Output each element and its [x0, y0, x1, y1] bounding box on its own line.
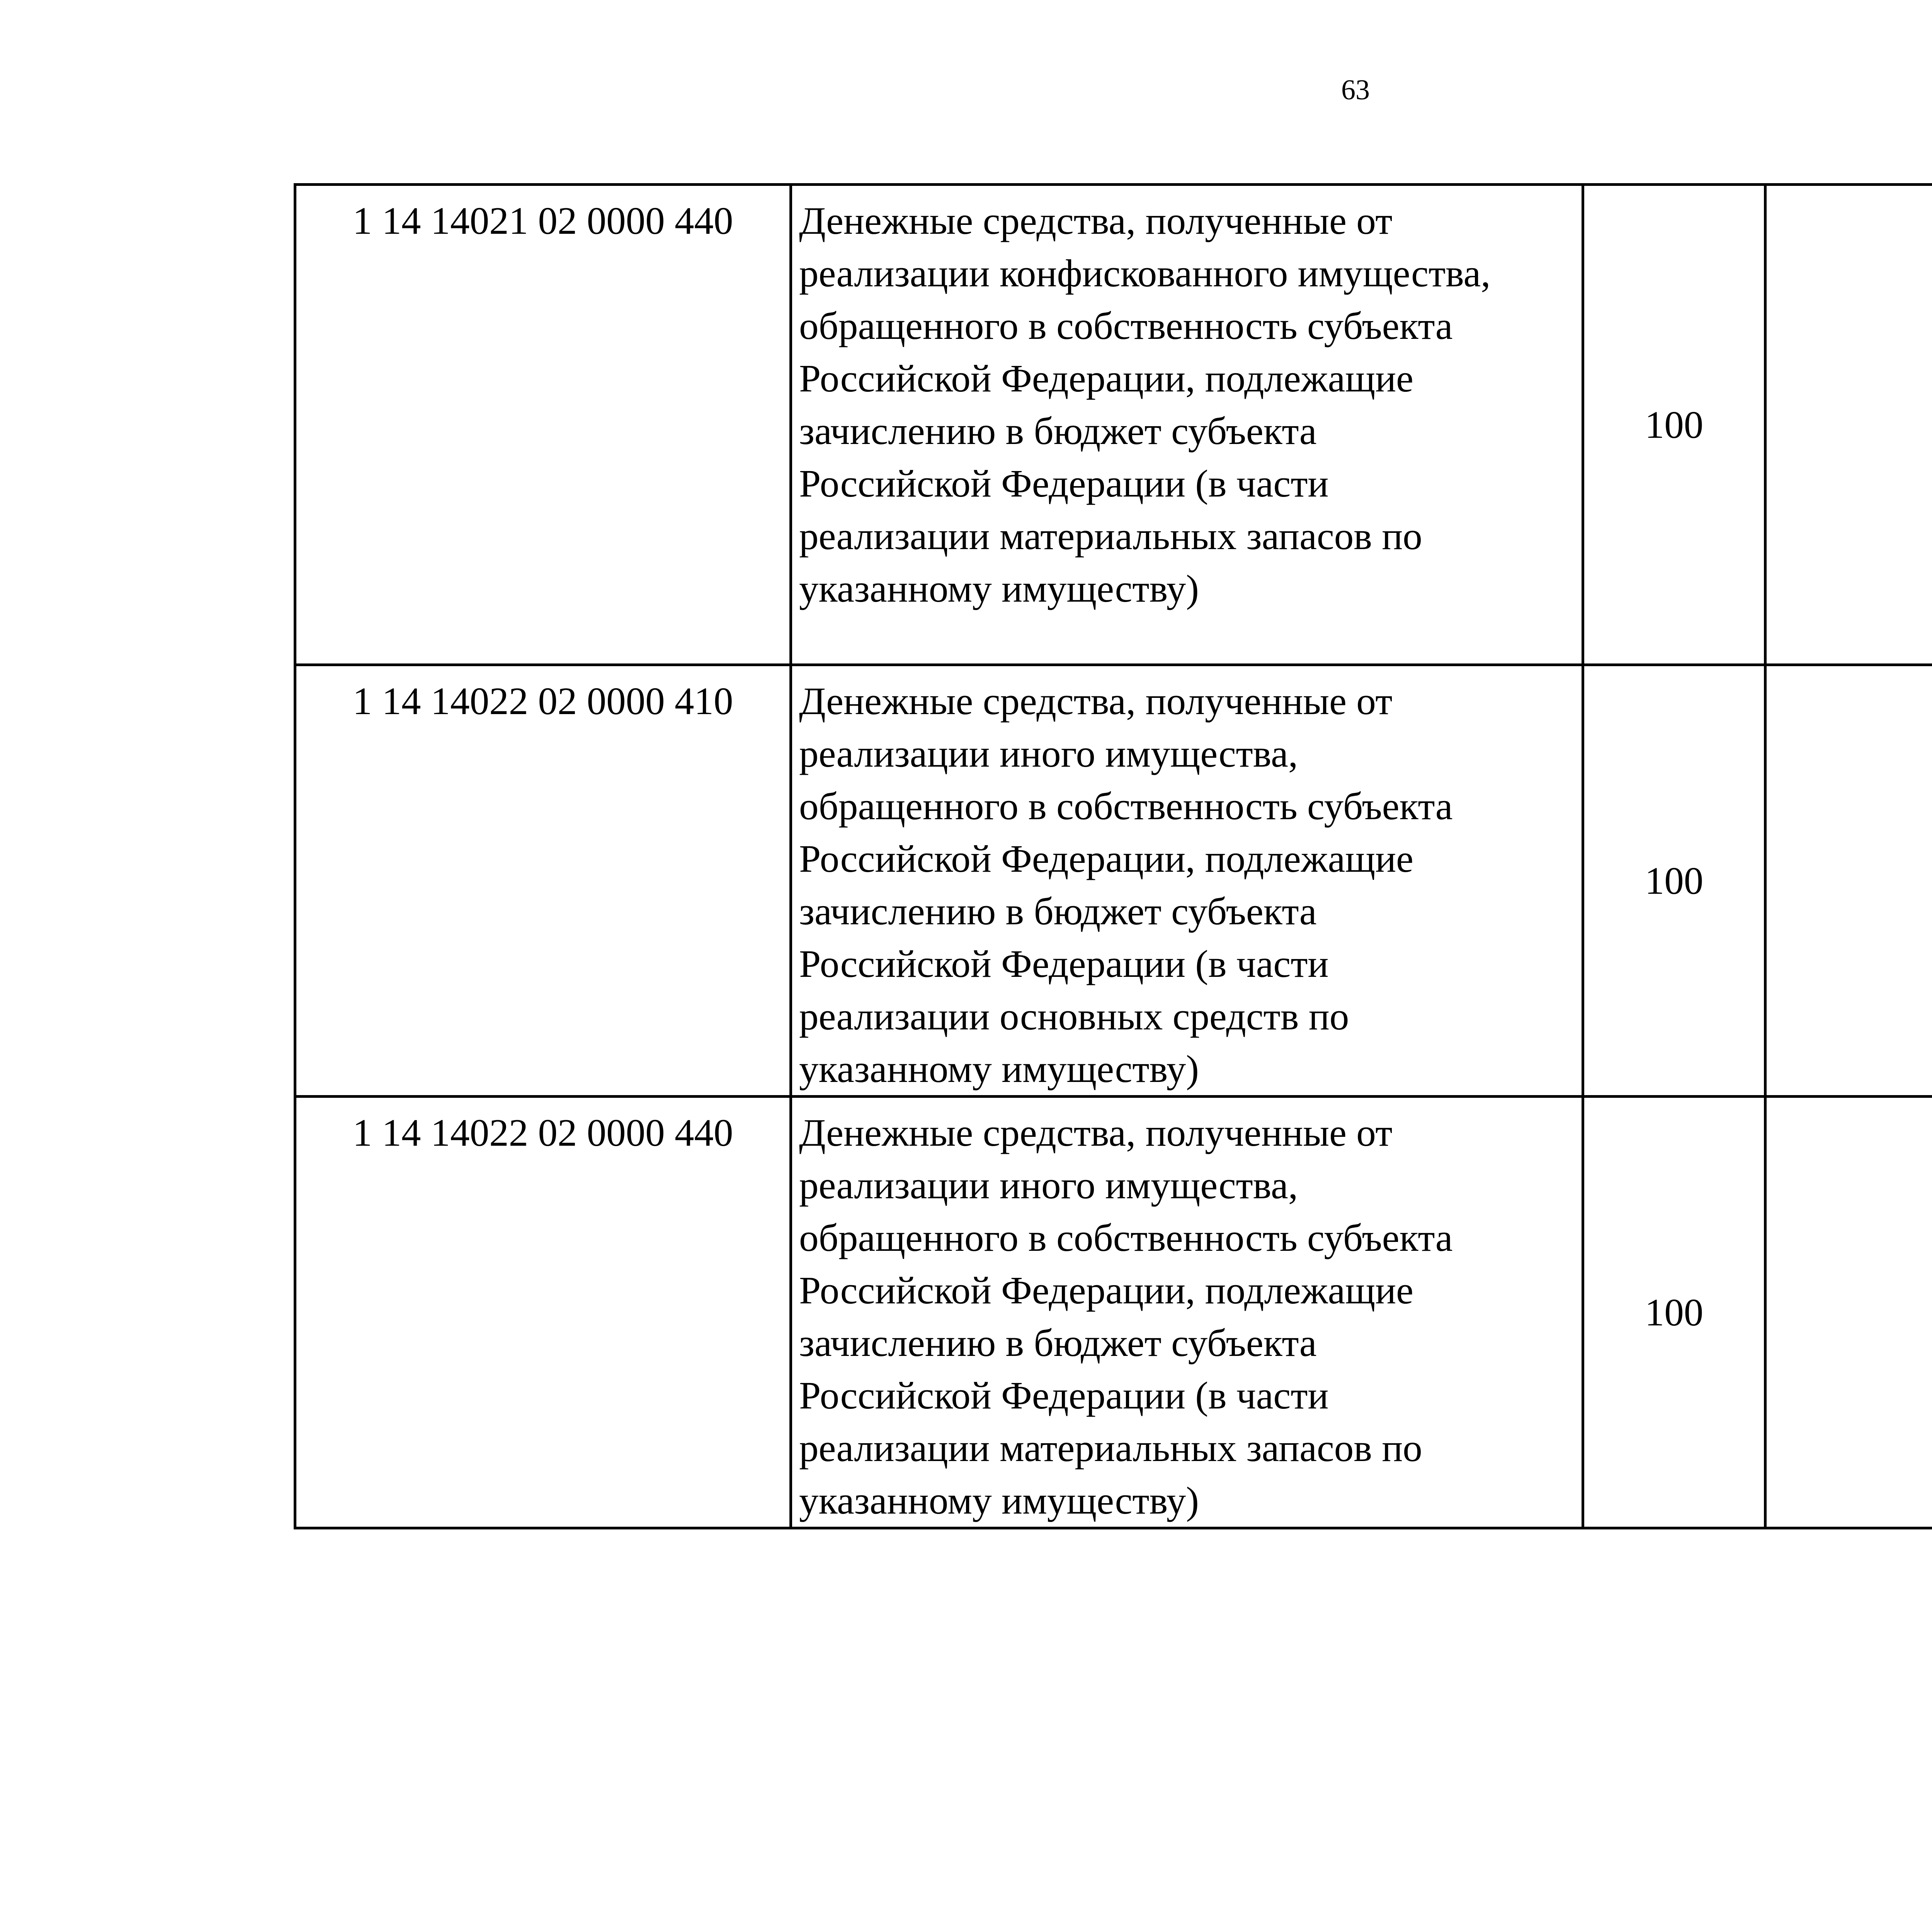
description-line: Российской Федерации, подлежащие: [799, 837, 1414, 880]
revenue-description: [791, 1097, 1583, 1528]
description-line: Российской Федерации, подлежащие: [799, 1269, 1414, 1312]
description-line: обращенного в собственность субъекта: [799, 304, 1453, 347]
empty-cell: [1765, 1097, 1932, 1528]
description-line: зачислению в бюджет субъекта: [799, 890, 1317, 933]
budget-classification-code: 1 14 14022 02 0000 440: [295, 1097, 791, 1528]
description-line: обращенного в собственность субъекта: [799, 1216, 1453, 1259]
budget-classification-code: 1 14 14022 02 0000 410: [295, 665, 791, 1097]
description-line: обращенного в собственность субъекта: [799, 784, 1453, 828]
empty-cell: [1765, 665, 1932, 1097]
regional-budget-percent: 100: [1583, 1097, 1765, 1528]
description-line: зачислению в бюджет субъекта: [799, 1321, 1317, 1364]
description-line: указанному имуществу): [799, 1479, 1199, 1522]
description-line: Российской Федерации (в части: [799, 1374, 1329, 1417]
revenue-description: [791, 665, 1583, 1097]
table-row: [295, 185, 1932, 665]
description-line: реализации материальных запасов по: [799, 1426, 1422, 1470]
regional-budget-percent: 100: [1583, 185, 1765, 665]
page-number: 63: [1341, 74, 1370, 106]
description-line: Российской Федерации (в части: [799, 462, 1329, 505]
budget-classification-code: 1 14 14021 02 0000 440: [295, 185, 791, 665]
description-line: указанному имуществу): [799, 1047, 1199, 1090]
revenue-distribution-table: [294, 183, 1932, 1529]
table-row: [295, 665, 1932, 1097]
description-line: Российской Федерации (в части: [799, 942, 1329, 985]
description-line: зачислению в бюджет субъекта: [799, 409, 1317, 452]
table-row: [295, 1097, 1932, 1528]
description-line: указанному имуществу): [799, 567, 1199, 610]
description-line: реализации конфискованного имущества,: [799, 252, 1491, 295]
description-line: Денежные средства, полученные от: [799, 199, 1393, 242]
description-line: реализации материальных запасов по: [799, 514, 1422, 558]
description-line: Денежные средства, полученные от: [799, 1111, 1393, 1154]
description-line: реализации иного имущества,: [799, 1163, 1298, 1207]
description-line: реализации иного имущества,: [799, 732, 1298, 775]
description-line: реализации основных средств по: [799, 995, 1349, 1038]
description-line: Российской Федерации, подлежащие: [799, 357, 1414, 400]
empty-cell: [1765, 185, 1932, 665]
description-line: Денежные средства, полученные от: [799, 679, 1393, 723]
revenue-description: [791, 185, 1583, 665]
regional-budget-percent: 100: [1583, 665, 1765, 1097]
